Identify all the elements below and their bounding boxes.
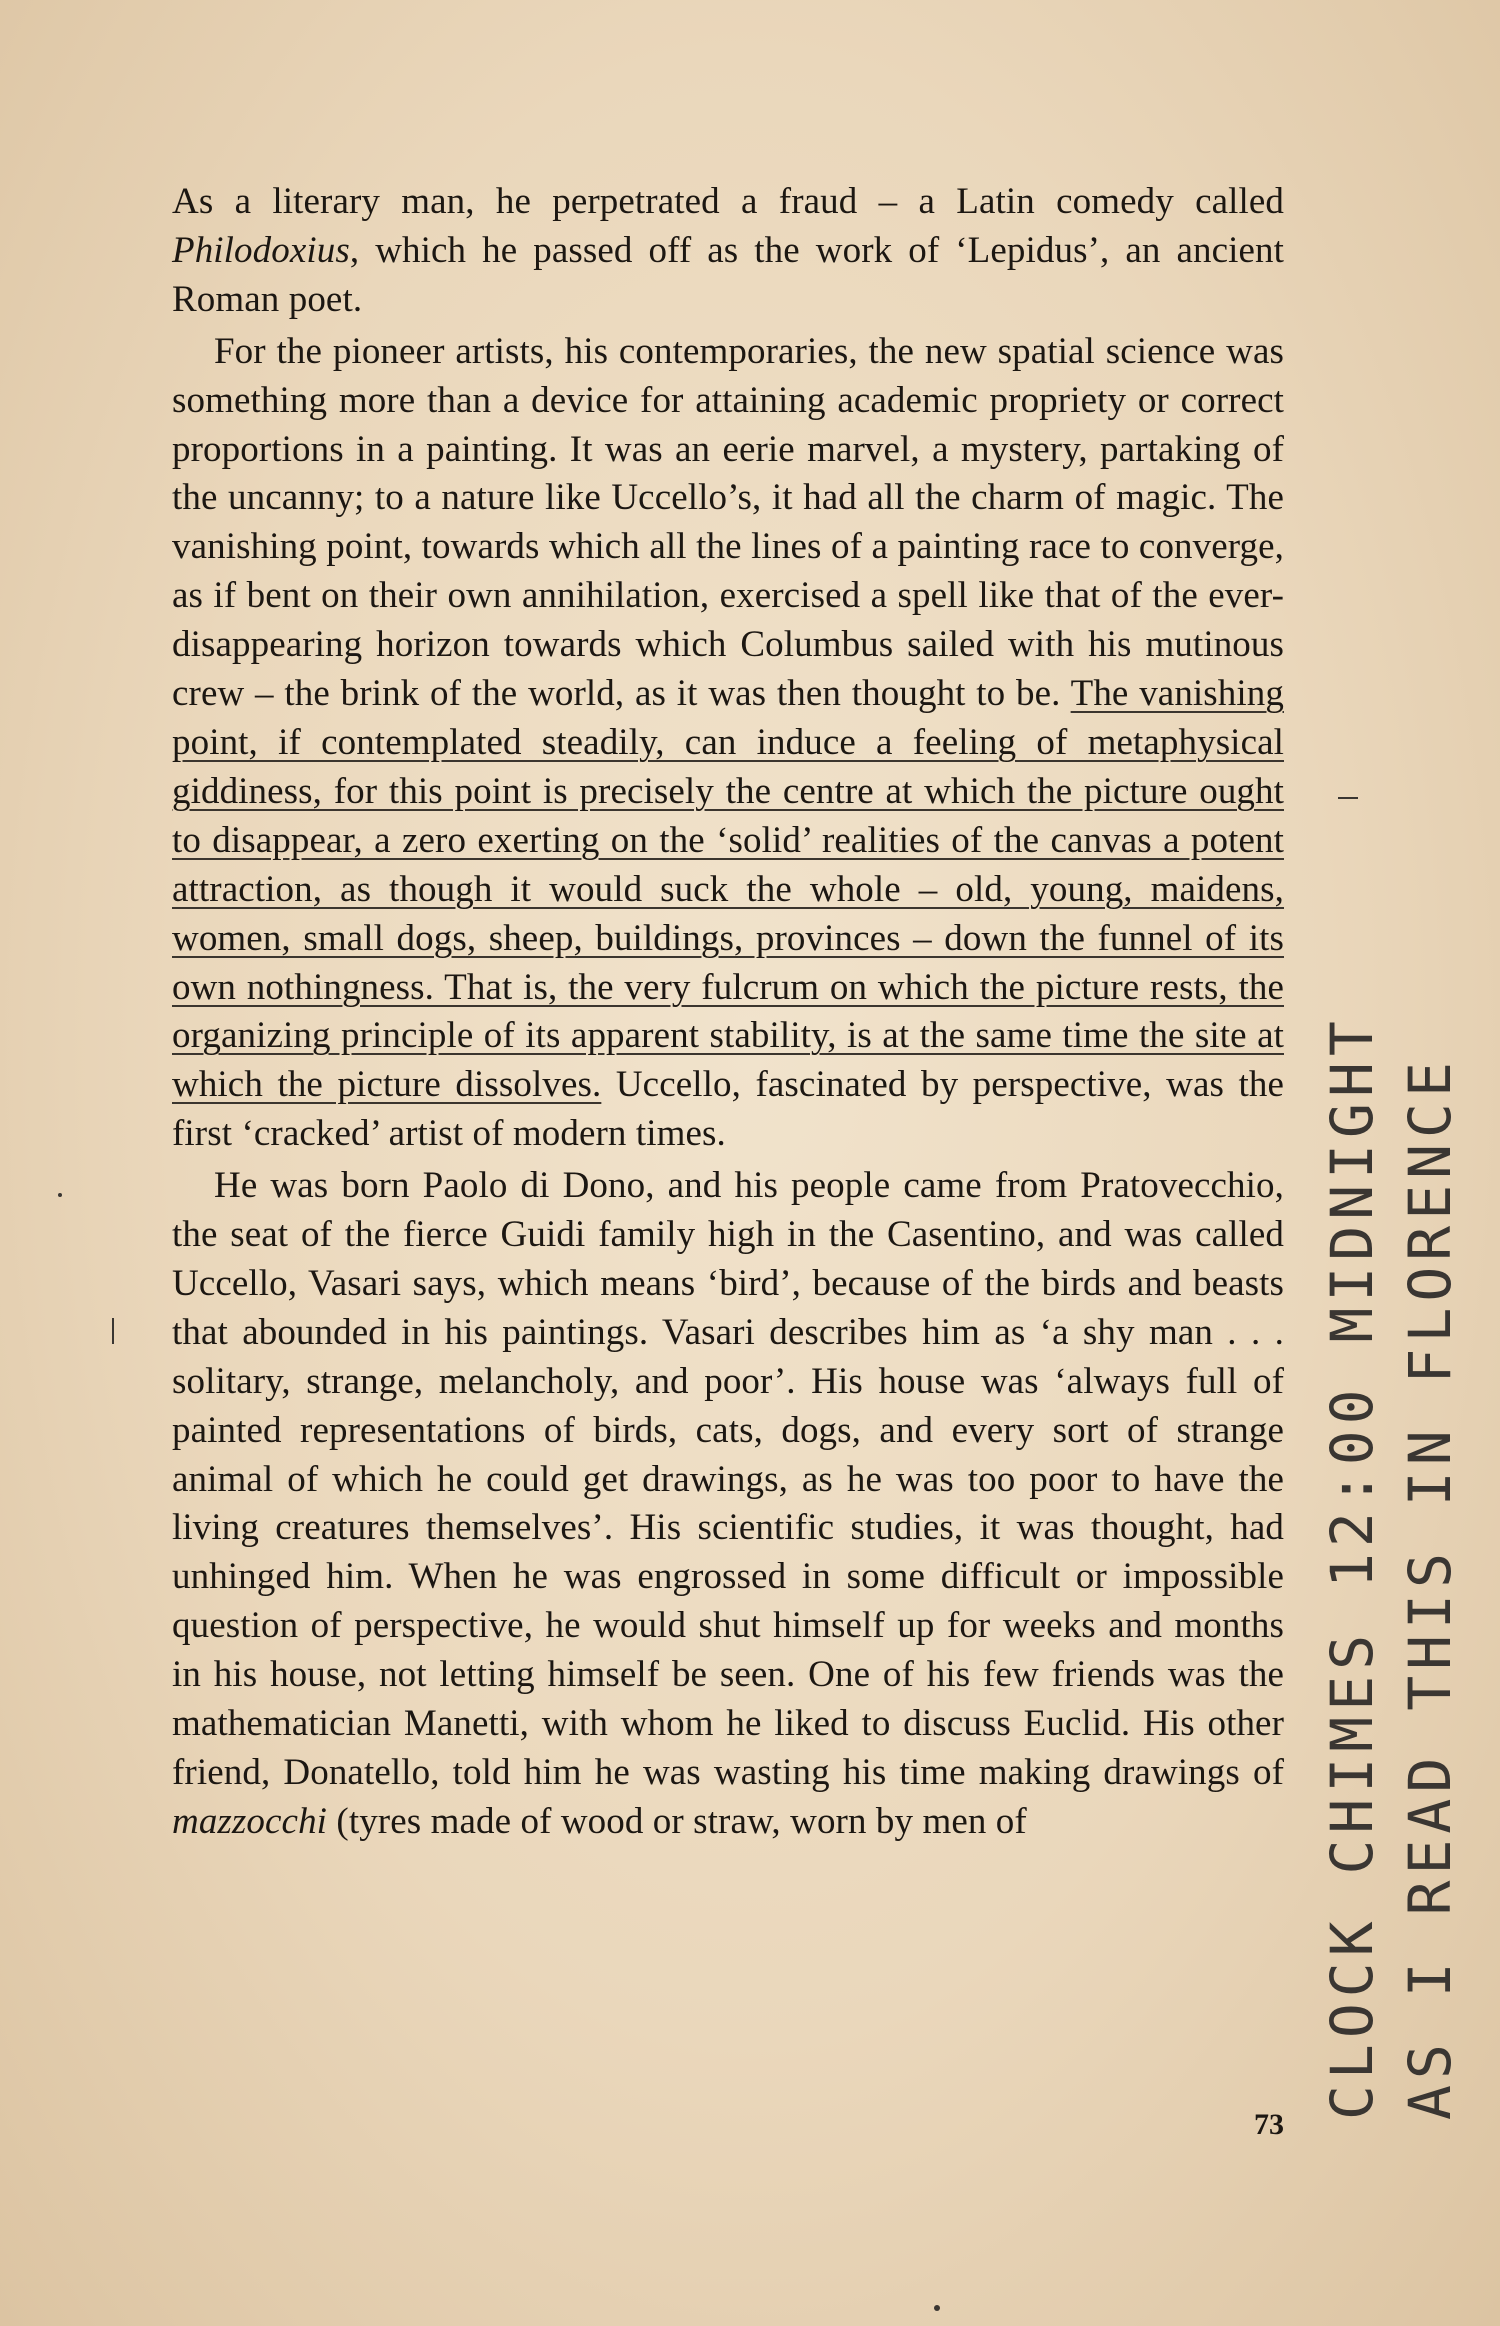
handwritten-margin-note [1318, 940, 1464, 2120]
title-philodoxius: Philodoxius [172, 229, 350, 271]
margin-dot-mark [58, 1193, 62, 1197]
paragraph-3 [172, 1162, 1284, 1847]
paragraph-1 [172, 178, 1284, 325]
margin-dash-mark [1338, 797, 1358, 799]
page-number: 73 [1254, 2108, 1284, 2141]
text-run: Uccello, fascinated by perspective, was the first ‘cracked’ artist of modern times. [172, 1064, 1284, 1155]
paragraph-2 [172, 328, 1284, 1159]
term-mazzocchi: mazzocchi [172, 1800, 328, 1842]
text-run: (tyres made of wood or straw, worn by men of [327, 1800, 1027, 1842]
underlined-passage: The vanishing point, if contemplated steadily, can induce a feeling of metaphysical giddiness, for this point is precisely the centre at which the picture ought to disappear, a zero exerting on the ‘solid’ realities of the canvas a potent attraction, as though it would suck the whole – old, young, maidens, women, small dogs, sheep, buildings, provinces – down the funnel of its own nothingness. That is, the very fulcrum on which the picture rests, the organizing principle of its apparent stability, is at the same time the site at which the picture dissolves. [172, 673, 1284, 1106]
body-text [172, 178, 1284, 1847]
handwritten-note-line-1: CLOCK CHIMES 12:00 MIDNIGHT [1318, 1015, 1386, 2120]
margin-dot-mark [934, 2305, 940, 2311]
margin-tick-mark [112, 1318, 114, 1344]
text-run: , which he passed off as the work of ‘Lepidus’, an ancient Roman poet. [172, 229, 1284, 320]
text-run: As a literary man, he perpetrated a fraud – a Latin comedy called [172, 181, 1284, 222]
text-run: For the pioneer artists, his contemporaries, the new spatial science was something more than a device for attaining academic propriety or correct proportions in a painting. It was an eerie marvel, a mystery, partaking of the uncanny; to a nature like Uccello’s, it had all the charm of magic. The vanishing point, towards which all the lines of a painting race to converge, as if bent on their own annihilation, exercised a spell like that of the ever-disappearing horizon towards which Columbus sailed with his mutinous crew – the brink of the world, as it was then thought to be. [172, 330, 1284, 715]
handwritten-note-line-2: AS I READ THIS IN FLORENCE [1396, 1056, 1464, 2120]
text-run: He was born Paolo di Dono, and his people came from Pratovecchio, the seat of the fierce Guidi family high in the Casentino, and was called Uccello, Vasari says, which means ‘bird’, because of the birds and beasts that abounded in his paintings. Vasari describes him as ‘a shy man . . . solitary, strange, melancholy, and poor’. His house was ‘always full of painted representations of birds, cats, dogs, and every sort of strange animal of which he could get drawings, as he was too poor to have the living creatures themselves’. His scientific studies, it was thought, had unhinged him. When he was engrossed in some difficult or impossible question of perspective, he would shut himself up for weeks and months in his house, not letting himself be seen. One of his few friends was the mathematician Manetti, with whom he liked to discuss Euclid. His other friend, Donatello, told him he was wasting his time making drawings of [172, 1165, 1284, 1793]
